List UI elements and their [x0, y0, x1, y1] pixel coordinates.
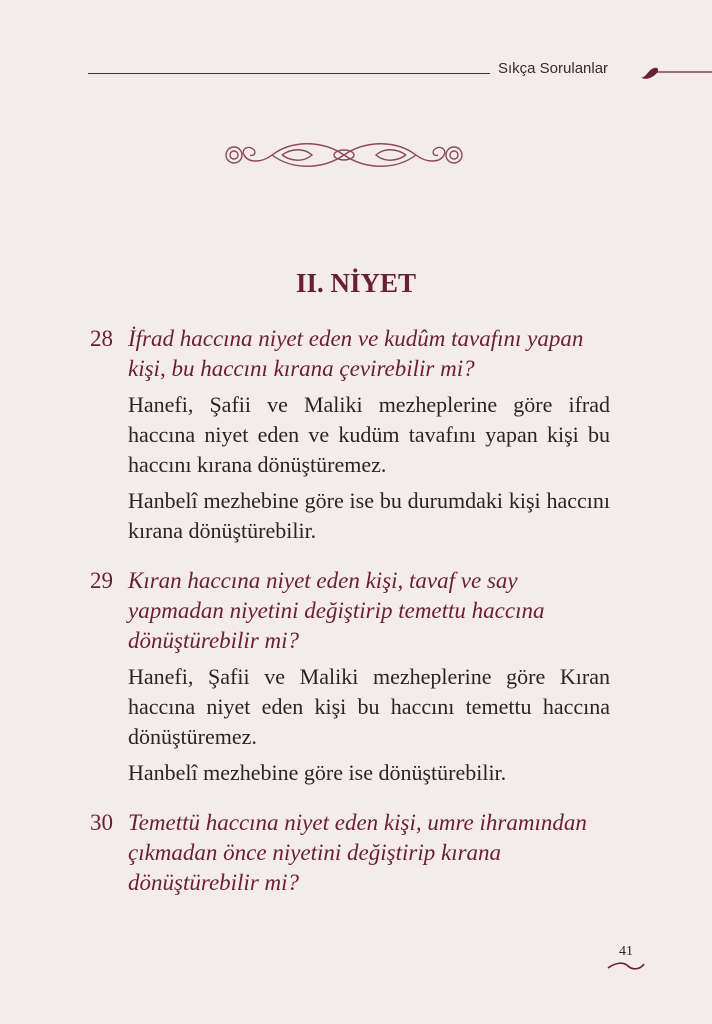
flourish-ornament-icon — [222, 138, 466, 172]
question — [90, 566, 610, 656]
question-number: 30 — [90, 810, 113, 835]
qa-item-30 — [90, 808, 610, 898]
section-title: II. NİYET — [295, 268, 417, 298]
running-header — [88, 58, 712, 84]
answer-paragraph: Hanbelî mezhebine göre ise dönüştürebilir. — [128, 760, 507, 785]
header-rule — [88, 73, 490, 74]
question-text: Kıran haccına niyet eden kişi, tavaf ve say yapmadan niyetini değiştirip temettu haccına dönüştürebilir mi? — [128, 568, 545, 653]
question-number: 28 — [90, 326, 113, 351]
question — [90, 808, 610, 898]
question-text: İfrad haccına niyet eden ve kudûm tavafını yapan kişi, bu haccını kırana çevirebilir mi? — [128, 326, 584, 381]
question-text: Temettü haccına niyet eden kişi, umre ihramından çıkmadan önce niyetini değiştirip kırana dönüştürebilir mi? — [128, 810, 587, 895]
answer-paragraph: Hanbelî mezhebine göre ise bu durumdaki kişi haccını kırana dönüştürebilir. — [128, 488, 610, 543]
answer-paragraph: Hanefi, Şafii ve Maliki mezheplerine göre ifrad haccına niyet eden ve kudüm tavafını yapan kişi bu haccını kırana dönüştüremez. — [128, 392, 610, 477]
page-swash-icon — [606, 960, 646, 972]
question — [90, 324, 610, 384]
qa-item-29 — [90, 566, 610, 788]
qa-item-28 — [90, 324, 610, 546]
header-title: Sıkça Sorulanlar — [498, 60, 609, 77]
answer-paragraph: Hanefi, Şafii ve Maliki mezheplerine göre Kıran haccına niyet eden kişi bu haccını temettu haccına dönüştüremez. — [128, 664, 610, 749]
swash-ornament-icon — [638, 62, 712, 82]
page-number: 41 — [619, 944, 633, 959]
question-number: 29 — [90, 568, 113, 593]
